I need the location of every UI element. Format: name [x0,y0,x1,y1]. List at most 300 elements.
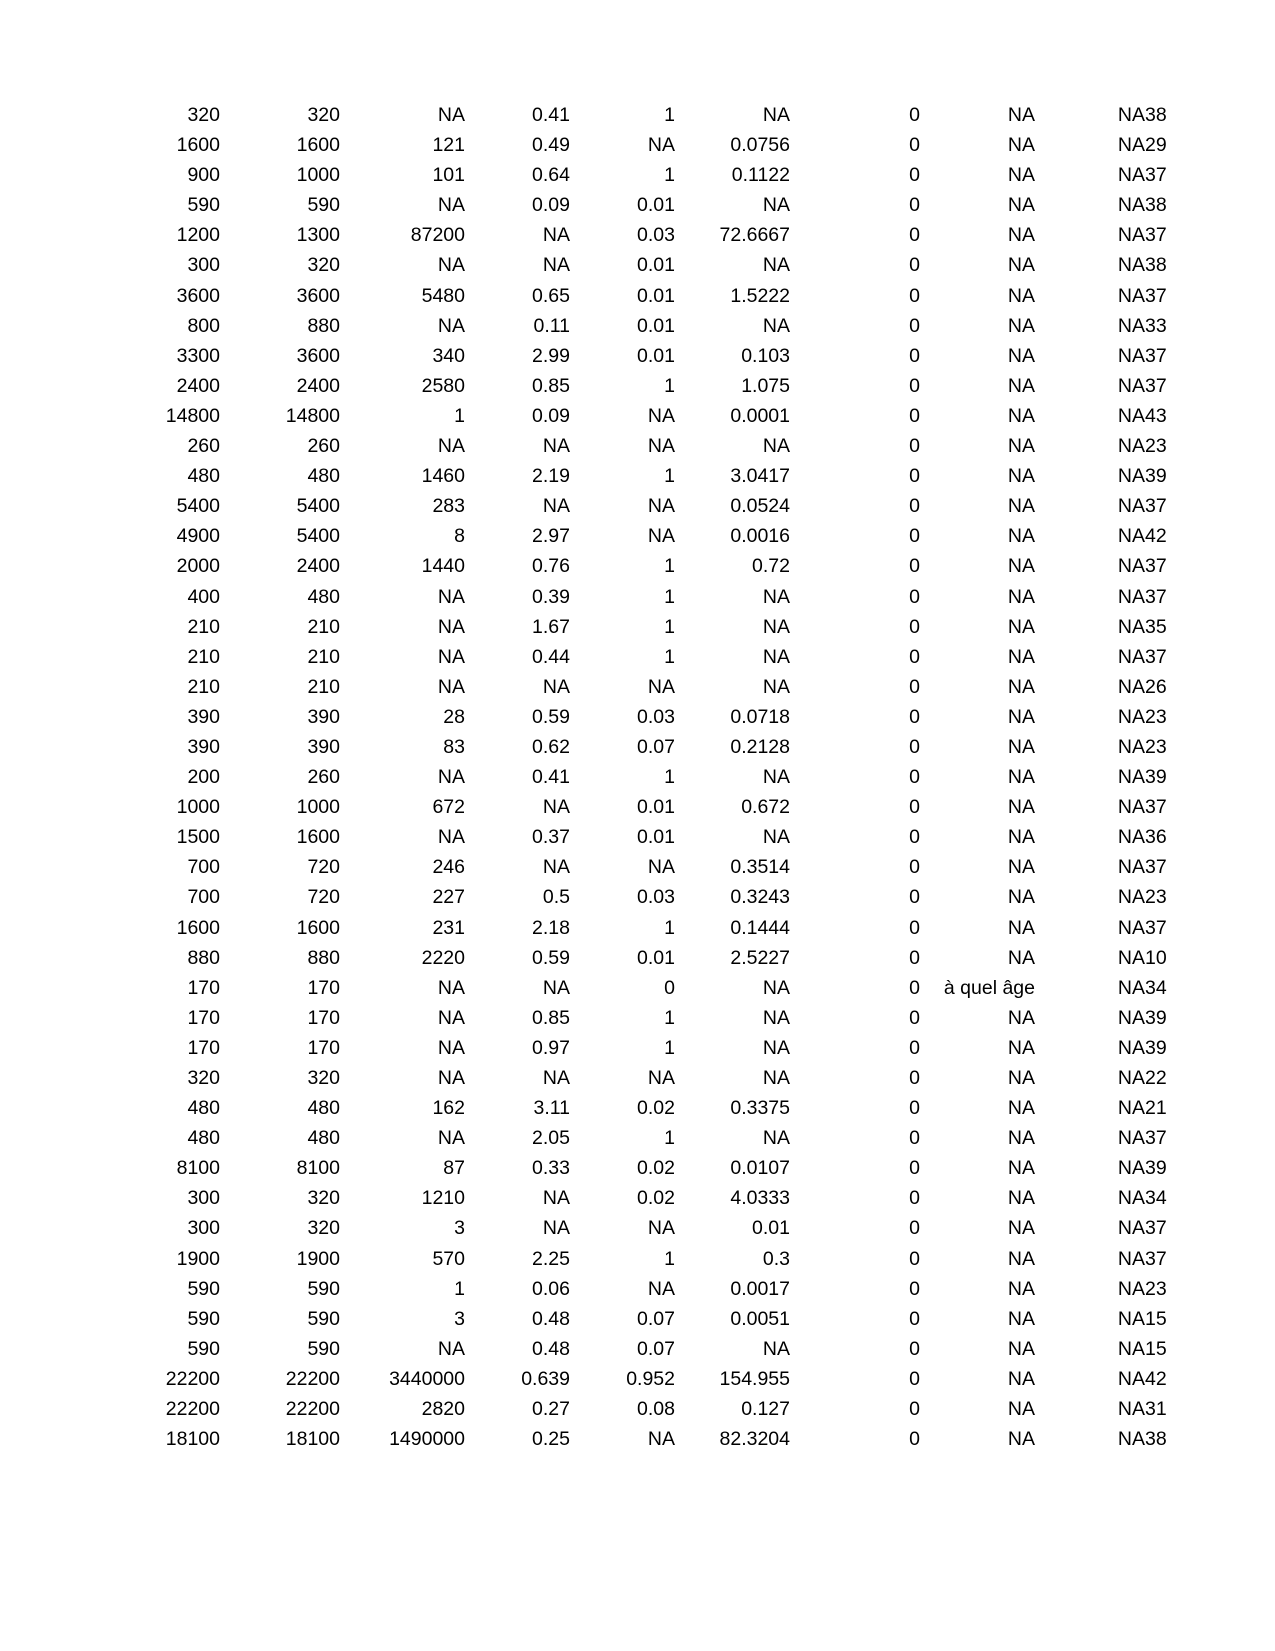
table-cell: 390 [307,735,340,758]
table-cell: NA [762,314,790,337]
table-cell: NA [1007,766,1035,789]
table-cell: NA [1007,194,1035,217]
table-cell: NA [1007,946,1035,969]
table-cell: NA [647,435,675,458]
table-cell: NA [542,856,570,879]
table-cell: NA [762,1337,790,1360]
table-cell: 0.3 [762,1247,790,1270]
table-cell: NA [1117,916,1145,939]
table-cell: 1 [664,465,675,488]
table-cell: 0 [909,1127,920,1150]
table-row: 4900 5400 8 2.97 NA 0.0016 0 NA NA 42 [130,521,1145,551]
table-row: 200 260 NA 0.41 1 NA 0 NA NA 39 [130,762,1145,792]
table-row: 300 320 1210 NA 0.02 4.0333 0 NA NA 34 [130,1183,1145,1213]
table-cell: 320 [307,104,340,126]
table-cell: 700 [187,856,220,879]
table-cell: 1600 [176,916,220,939]
table-cell: 0.02 [637,1187,675,1210]
table-cell: 1500 [176,826,220,849]
table-cell: 1 [664,164,675,187]
table-cell: 0 [909,1187,920,1210]
table-cell: 0 [909,465,920,488]
table-cell: NA [1007,1398,1035,1421]
table-cell: 0.41 [532,766,570,789]
table-cell: 590 [187,1337,220,1360]
table-cell: 880 [307,314,340,337]
table-cell: 0.39 [532,585,570,608]
table-row: 320 320 NA 0.41 1 NA 0 NA NA 38 [130,100,1145,130]
table-cell: NA [647,404,675,427]
table-cell: 0.0001 [730,404,790,427]
table-cell: 0.01 [637,826,675,849]
table-row: 8100 8100 87 0.33 0.02 0.0107 0 NA NA 39 [130,1153,1145,1183]
table-cell: NA [1007,254,1035,277]
table-cell: NA [437,1337,465,1360]
table-cell: 0.62 [532,735,570,758]
table-cell: NA [1117,1127,1145,1150]
table-cell: NA [762,766,790,789]
table-cell: NA [762,675,790,698]
table-cell: 0.02 [637,1097,675,1120]
table-cell: 1900 [176,1247,220,1270]
table-row: 210 210 NA 0.44 1 NA 0 NA NA 37 [130,642,1145,672]
table-cell: 0 [909,1157,920,1180]
table-cell: NA [1007,435,1035,458]
table-cell: NA [1007,1127,1035,1150]
table-cell: 0.64 [532,164,570,187]
table-cell: NA [1007,495,1035,518]
table-cell: 0.0718 [730,705,790,728]
table-cell: 0 [909,1036,920,1059]
table-cell: 3600 [296,284,340,307]
table-cell: 1 [664,104,675,126]
table-cell: 0.01 [637,284,675,307]
table-cell: 0.639 [521,1367,570,1390]
table-cell: NA [1117,284,1145,307]
table-cell: 3 [454,1217,465,1240]
table-cell: 2.97 [532,525,570,548]
table-cell: NA [437,1067,465,1089]
table-cell: 170 [307,1006,340,1029]
table-row: 2000 2400 1440 0.76 1 0.72 0 NA NA 37 [130,551,1145,581]
table-cell: 1 [664,1247,675,1270]
table-cell: 1 [664,916,675,939]
table-cell: NA [1007,284,1035,307]
table-cell: NA [1007,615,1035,638]
table-cell: NA [1007,886,1035,909]
table-cell: 480 [307,585,340,608]
table-cell: NA [1007,1217,1035,1240]
table-cell: 1 [664,766,675,789]
table-cell: 28 [443,705,465,728]
table-cell: 0 [909,826,920,849]
table-cell: 170 [187,1036,220,1059]
table-cell: 0.44 [532,645,570,668]
table-cell: 0 [664,976,675,999]
table-cell: 0.76 [532,555,570,578]
table-cell: NA [647,856,675,879]
table-cell: 18100 [165,1428,220,1451]
table-row: 3600 3600 5480 0.65 0.01 1.5222 0 NA NA 37 [130,281,1145,311]
table-cell: 0.85 [532,1006,570,1029]
table-cell: 0 [909,675,920,698]
table-cell: NA [647,1428,675,1451]
table-row: 260 260 NA NA NA NA 0 NA NA 23 [130,431,1145,461]
table-cell: NA [1117,344,1145,367]
table-cell: 0 [909,766,920,789]
table-cell: NA [1007,1367,1035,1390]
table-cell: 480 [187,465,220,488]
table-cell: 82.3204 [719,1428,790,1451]
table-cell: 246 [432,856,465,879]
table-cell: NA [1117,1217,1145,1240]
table-cell: 0.103 [741,344,790,367]
table-cell: 0.41 [532,104,570,126]
data-table-body [130,100,1167,1454]
table-cell: NA [1007,1067,1035,1089]
table-cell: 0.0017 [730,1277,790,1300]
table-cell: 170 [187,1006,220,1029]
table-row: 1000 1000 672 NA 0.01 0.672 0 NA NA 37 [130,792,1145,822]
table-cell: 0 [909,555,920,578]
table-cell: NA [1117,104,1145,126]
table-cell: 300 [187,1187,220,1210]
table-cell: 570 [432,1247,465,1270]
table-cell: NA [1117,705,1145,728]
table-row: 18100 18100 1490000 0.25 NA 82.3204 0 NA NA 38 [130,1424,1145,1454]
table-cell: 2.25 [532,1247,570,1270]
table-cell: 1440 [421,555,465,578]
table-cell: 0.08 [637,1398,675,1421]
table-cell: NA [1117,1337,1145,1360]
table-cell: NA [1007,1187,1035,1210]
table-cell: 2.05 [532,1127,570,1150]
table-cell: 0.85 [532,374,570,397]
table-cell: 320 [307,1217,340,1240]
table-cell: 320 [307,1067,340,1089]
table-cell: 1490000 [389,1428,465,1451]
table-cell: 2580 [421,374,465,397]
table-cell: NA [762,1036,790,1059]
table-cell: 590 [307,1337,340,1360]
table-cell: NA [437,675,465,698]
table-cell: 590 [307,194,340,217]
table-cell: 880 [187,946,220,969]
table-cell: NA [1117,585,1145,608]
table-cell: 1 [664,585,675,608]
table-cell: NA [1117,134,1145,157]
table-cell: NA [1117,826,1145,849]
table-cell: 0.48 [532,1307,570,1330]
table-cell: NA [1117,675,1145,698]
table-cell: 0.3514 [730,856,790,879]
table-cell: 3440000 [389,1367,465,1390]
table-cell: 22200 [165,1367,220,1390]
table-cell: 83 [443,735,465,758]
table-cell: 4900 [176,525,220,548]
table-row: 1500 1600 NA 0.37 0.01 NA 0 NA NA 36 [130,822,1145,852]
table-cell: 0 [909,1398,920,1421]
table-cell: à quel âge [943,976,1035,999]
table-cell: 300 [187,254,220,277]
table-cell: 390 [187,705,220,728]
table-cell: 0 [909,1337,920,1360]
table-cell: 1600 [296,134,340,157]
table-cell: 0.37 [532,826,570,849]
table-cell: 0.0051 [730,1307,790,1330]
table-cell: 3.11 [533,1097,570,1120]
table-cell: NA [647,495,675,518]
table-cell: 0.1122 [731,164,790,187]
table-cell: NA [1007,705,1035,728]
table-cell: 2.99 [532,344,570,367]
table-cell: 210 [307,645,340,668]
table-cell: NA [1007,796,1035,819]
table-cell: NA [1117,1307,1145,1330]
table-cell: 14800 [285,404,340,427]
table-cell: 101 [432,164,465,187]
table-cell: NA [647,1067,675,1089]
table-cell: 0.48 [532,1337,570,1360]
table-cell: 0.5 [542,886,570,909]
table-cell: 0.03 [637,705,675,728]
table-cell: 260 [187,435,220,458]
table-cell: NA [1007,585,1035,608]
table-cell: 320 [187,1067,220,1089]
table-cell: NA [437,1036,465,1059]
table-cell: NA [1007,104,1035,126]
table-cell: NA [1007,224,1035,247]
table-cell: 0.07 [637,1337,675,1360]
table-row: 590 590 NA 0.48 0.07 NA 0 NA NA 15 [130,1334,1145,1364]
table-cell: NA [1007,525,1035,548]
table-cell: NA [1007,645,1035,668]
table-row: 1600 1600 231 2.18 1 0.1444 0 NA NA 37 [130,913,1145,943]
table-cell: NA [542,495,570,518]
table-cell: NA [1007,1247,1035,1270]
table-row: 300 320 NA NA 0.01 NA 0 NA NA 38 [130,250,1145,280]
table-cell: 1 [664,1127,675,1150]
table-cell: 22200 [285,1367,340,1390]
table-cell: NA [1117,886,1145,909]
table-cell: 0.72 [752,555,790,578]
table-cell: NA [762,104,790,126]
table-cell: NA [762,615,790,638]
table-cell: 72.6667 [719,224,790,247]
table-cell: NA [1117,224,1145,247]
table-cell: 0 [909,314,920,337]
table-cell: 0 [909,796,920,819]
table-row: 170 170 NA 0.85 1 NA 0 NA NA 39 [130,1003,1145,1033]
table-cell: 210 [307,675,340,698]
table-cell: NA [1117,404,1145,427]
table-cell: 0.59 [532,946,570,969]
table-row: 480 480 162 3.11 0.02 0.3375 0 NA NA 21 [130,1093,1145,1123]
table-cell: 0.11 [533,314,570,337]
table-cell: NA [1117,435,1145,458]
table-cell: NA [1117,1097,1145,1120]
table-cell: 400 [187,585,220,608]
table-cell: 260 [307,766,340,789]
table-cell: NA [437,435,465,458]
table-row: 480 480 NA 2.05 1 NA 0 NA NA 37 [130,1123,1145,1153]
table-cell: NA [1117,1036,1145,1059]
table-cell: 0.01 [637,314,675,337]
table-cell: 390 [187,735,220,758]
table-cell: 283 [432,495,465,518]
table-cell: NA [647,1277,675,1300]
table-cell: NA [1007,404,1035,427]
table-cell: 0.01 [637,796,675,819]
table-cell: 0.3243 [730,886,790,909]
table-cell: NA [1117,254,1145,277]
table-cell: NA [542,1187,570,1210]
table-cell: NA [1117,495,1145,518]
table-cell: NA [542,435,570,458]
table-cell: 320 [187,104,220,126]
table-cell: 0.27 [532,1398,570,1421]
table-cell: 0 [909,1307,920,1330]
table-row: 5400 5400 283 NA NA 0.0524 0 NA NA 37 [130,491,1145,521]
table-row: 400 480 NA 0.39 1 NA 0 NA NA 37 [130,582,1145,612]
table-cell: 0.03 [637,224,675,247]
table-cell: 2400 [176,374,220,397]
table-cell: 87200 [410,224,465,247]
table-cell: 231 [432,916,465,939]
table-cell: 1 [664,555,675,578]
data-table [130,100,1167,1454]
table-cell: NA [1117,525,1145,548]
table-cell: 1.5222 [730,284,790,307]
table-cell: 320 [307,254,340,277]
table-row: 2400 2400 2580 0.85 1 1.075 0 NA NA 37 [130,371,1145,401]
table-cell: 0.07 [637,735,675,758]
table-cell: NA [1007,826,1035,849]
table-cell: 0.0107 [730,1157,790,1180]
table-cell: 1210 [421,1187,465,1210]
table-cell: NA [1117,1398,1145,1421]
table-cell: 1 [664,1036,675,1059]
table-cell: 210 [187,615,220,638]
table-cell: NA [437,104,465,126]
table-cell: 0 [909,946,920,969]
table-cell: 1300 [296,224,340,247]
table-cell: NA [1117,194,1145,217]
table-cell: NA [1117,374,1145,397]
table-cell: 0 [909,856,920,879]
table-cell: NA [647,525,675,548]
table-row: 480 480 1460 2.19 1 3.0417 0 NA NA 39 [130,461,1145,491]
table-cell: NA [1007,1006,1035,1029]
table-row: 320 320 NA NA NA NA 0 NA NA 22 [130,1063,1145,1093]
table-cell: NA [542,675,570,698]
table-cell: 260 [307,435,340,458]
table-cell: 22200 [285,1398,340,1421]
table-cell: 480 [307,1097,340,1120]
table-cell: 0.97 [532,1036,570,1059]
table-cell: 0 [909,976,920,999]
table-cell: 5400 [296,525,340,548]
table-cell: 162 [432,1097,465,1120]
table-row: 22200 22200 3440000 0.639 0.952 154.955 0 NA NA 42 [130,1364,1145,1394]
table-cell: 1.075 [741,374,790,397]
table-cell: NA [437,826,465,849]
table-cell: 0 [909,916,920,939]
table-cell: NA [437,194,465,217]
table-cell: 0.01 [637,946,675,969]
table-cell: NA [542,976,570,999]
table-cell: 210 [187,675,220,698]
table-cell: 4.0333 [730,1187,790,1210]
table-cell: 0 [909,1097,920,1120]
table-cell: 720 [307,886,340,909]
table-cell: NA [542,796,570,819]
table-cell: 2000 [176,555,220,578]
table-cell: NA [762,826,790,849]
table-cell: 700 [187,886,220,909]
table-cell: NA [647,1217,675,1240]
table-cell: 0 [909,1247,920,1270]
table-cell: 18100 [285,1428,340,1451]
table-cell: 590 [187,1307,220,1330]
table-cell: NA [762,1067,790,1089]
table-cell: 2.18 [532,916,570,939]
table-cell: NA [762,254,790,277]
table-cell: 480 [187,1097,220,1120]
table-cell: 0.1444 [730,916,790,939]
table-cell: 1900 [296,1247,340,1270]
table-cell: 900 [187,164,220,187]
table-cell: 0 [909,1277,920,1300]
table-cell: 227 [432,886,465,909]
table-row: 1600 1600 121 0.49 NA 0.0756 0 NA NA 29 [130,130,1145,160]
table-cell: 0.0524 [730,495,790,518]
table-cell: 1.67 [532,615,570,638]
table-cell: NA [1007,1277,1035,1300]
table-cell: 800 [187,314,220,337]
table-cell: 320 [307,1187,340,1210]
table-cell: 2.5227 [730,946,790,969]
table-cell: 0.03 [637,886,675,909]
table-cell: NA [437,254,465,277]
table-cell: 210 [307,615,340,638]
table-cell: 0.59 [532,705,570,728]
table-cell: NA [1007,1157,1035,1180]
table-cell: 590 [187,194,220,217]
table-cell: NA [1117,1067,1145,1089]
table-cell: NA [1117,1277,1145,1300]
table-cell: NA [762,585,790,608]
table-cell: NA [542,254,570,277]
table-cell: NA [1117,856,1145,879]
table-cell: 590 [307,1307,340,1330]
table-cell: NA [1007,675,1035,698]
table-cell: 0 [909,284,920,307]
table-cell: 0.33 [532,1157,570,1180]
table-row: 880 880 2220 0.59 0.01 2.5227 0 NA NA 10 [130,943,1145,973]
table-cell: 2220 [421,946,465,969]
table-cell: NA [542,1217,570,1240]
table-cell: NA [762,194,790,217]
table-cell: 0 [909,645,920,668]
table-cell: 0 [909,1217,920,1240]
table-cell: NA [437,585,465,608]
table-cell: 2.19 [532,465,570,488]
table-cell: 480 [187,1127,220,1150]
table-cell: 0 [909,1006,920,1029]
table-cell: 121 [432,134,465,157]
table-cell: 0.0756 [730,134,790,157]
